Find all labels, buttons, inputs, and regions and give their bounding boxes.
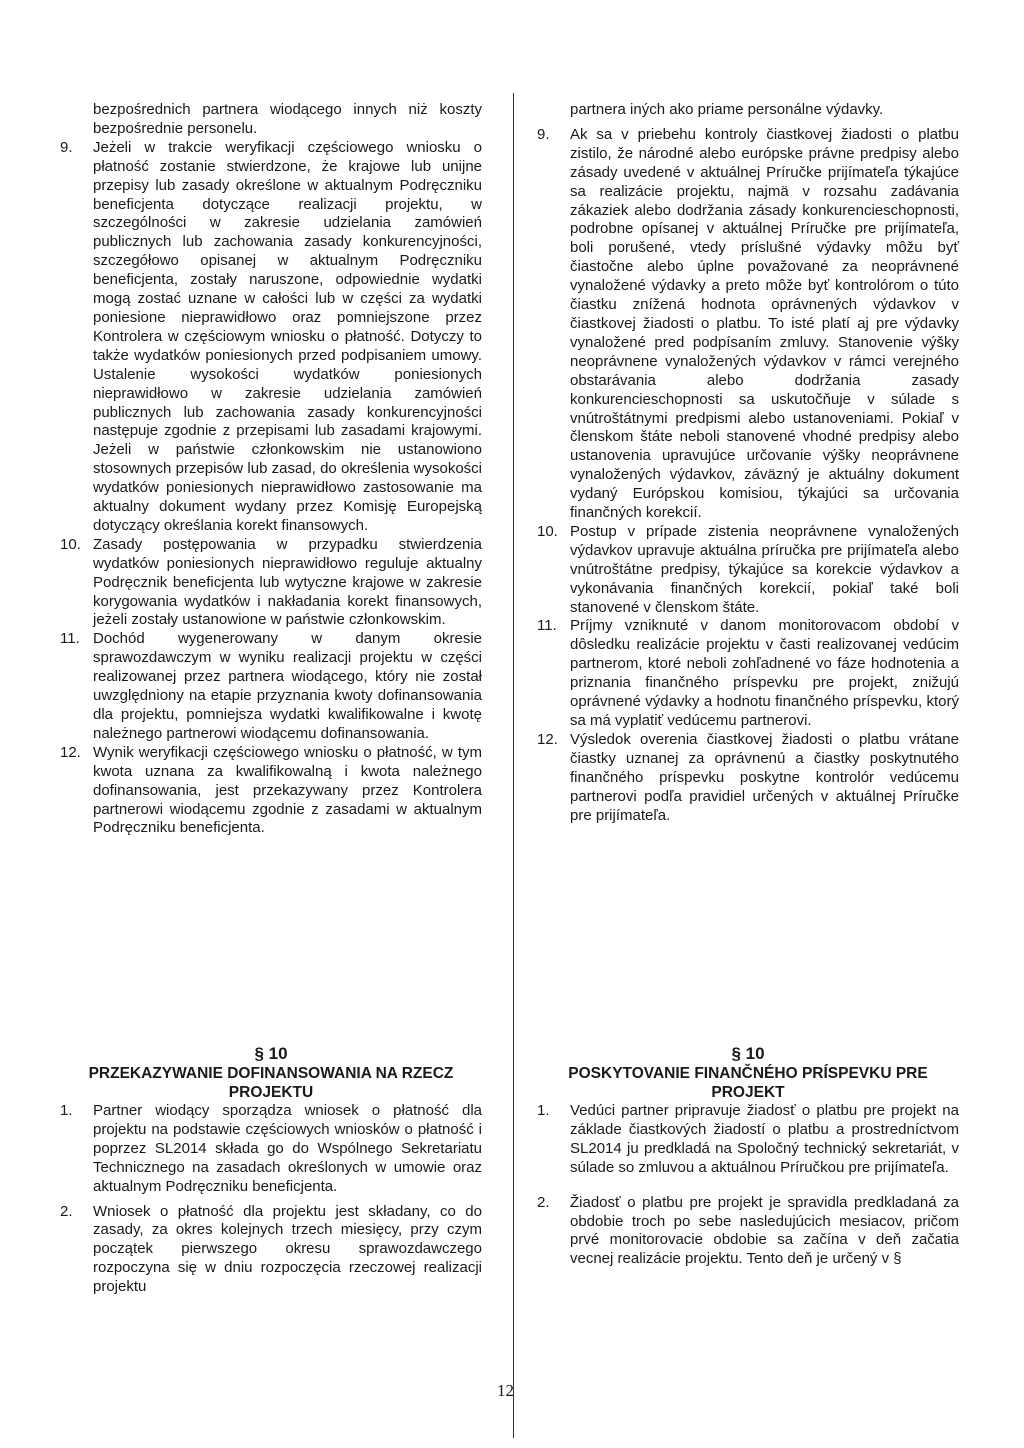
slovak-section-item-1 xyxy=(537,1102,959,1178)
section-symbol: § 10 xyxy=(731,1044,765,1063)
item-number: 12. xyxy=(60,743,81,761)
polish-intro-text: bezpośrednich partnera wiodącego innych niż koszty bezpośrednie personelu. xyxy=(93,101,482,137)
item-number: 11. xyxy=(60,630,80,648)
item-text: Postup v prípade zistenia neoprávnene vynaložených výdavkov upravuje aktuálna príručka pre prijímateľa alebo vnútroštátne predpisy, týkajúce sa korekcie výdavkov a vykonávania finančných korekcií, pokiaľ také boli stanovené v členskom štáte. xyxy=(570,522,959,616)
item-text: Výsledok overenia čiastkovej žiadosti o platbu vrátane čiastky uznanej za oprávnenú a čiastky poskytnutého finančného príspevku poskytne kontrolór vedúcemu partnerovi podľa pravidiel určených v aktuálnej Príručke pre prijímateľa. xyxy=(570,730,959,824)
item-number: 1. xyxy=(60,1102,73,1119)
column-divider xyxy=(513,93,514,1438)
polish-column-top xyxy=(60,101,482,838)
polish-section-10 xyxy=(60,1043,482,1297)
item-text: Vedúci partner pripravuje žiadosť o platbu pre projekt na základe čiastkových žiadostí o platbu a prostredníctvom SL2014 ju predkladá na Spoločný technický sekretariát, v súlade so zmluvou a aktuálnou Príručkou pre prijímateľa. xyxy=(570,1102,959,1176)
slovak-column-top xyxy=(537,101,959,825)
slovak-item-10 xyxy=(537,523,959,618)
section-title: PRZEKAZYWANIE DOFINANSOWANIA NA RZECZ PROJEKTU xyxy=(88,1065,454,1101)
item-number: 9. xyxy=(537,125,550,143)
item-text: Ak sa v priebehu kontroly čiastkovej žiadosti o platbu zistilo, že národné alebo európske právne predpisy alebo zásady uvedené v aktuálnej Príručke prijímateľa týkajúce sa realizácie projektu, najmä v rozsahu zadávania zákaziek alebo dodržania zásady konkurencieschopnosti, podrobne opísanej v aktuálnej Príručke pre prijímateľa, boli porušené, vtedy príslušné výdavky môžu byť čiastočne alebo úplne považované za neoprávnené vynaložené výdavky a preto môže byť kontrolórom o túto čiastku znížená hodnota oprávnených výdavkov v čiastkovej žiadosti o platbu. To isté platí aj pre výdavky vynaložené pred podpísaním zmluvy. Stanovenie výšky neoprávnene vynaložených výdavkov v rámci verejného obstarávania alebo dodržania zasady konkurencieschopnosti sa uskutočňuje v súlade s vnútroštátnymi predpismi alebo ustanoveniami. Pokiaľ v členskom štáte neboli stanovené vhodné predpisy alebo ustanovenia upravujúce určovanie výšky neoprávnene vynaložených výdavkov, záväzný je aktuálny dokument vydaný Európskou komisiou, týkajúci sa určovania finančných korekcií. xyxy=(570,125,959,522)
item-text: Partner wiodący sporządza wniosek o płatność dla projektu na podstawie częściowych wniosków o płatność i poprzez SL2014 składa go do Wspólnego Sekretariatu Technicznego na zasadach określonych w umowie oraz aktualnym Podręczniku beneficjenta. xyxy=(93,1102,482,1195)
section-symbol: § 10 xyxy=(254,1044,288,1063)
section-title: POSKYTOVANIE FINANČNÉHO PRÍSPEVKU PRE PROJEKT xyxy=(568,1065,928,1101)
slovak-item-12 xyxy=(537,731,959,826)
polish-section-item-2 xyxy=(60,1203,482,1298)
slovak-section-heading xyxy=(537,1043,959,1102)
item-number: 10. xyxy=(537,522,558,540)
slovak-item-11 xyxy=(537,617,959,730)
slovak-item-9 xyxy=(537,126,959,523)
slovak-section-10 xyxy=(537,1043,959,1269)
polish-section-heading xyxy=(60,1043,482,1102)
item-text: Wniosek o płatność dla projektu jest składany, co do zasady, za okres kolejnych trzech miesięcy, przy czym początek pierwszego okresu sprawozdawczego rozpoczyna się w dniu rozpoczęcia rzeczowej realizacji projektu xyxy=(93,1202,482,1296)
item-number: 2. xyxy=(60,1202,73,1220)
item-text: Wynik weryfikacji częściowego wniosku o płatność, w tym kwota uznana za kwalifikowalną i kwota należnego dofinansowania, jest przekazywany przez Kontrolera partnerowi wiodącemu zgodnie z zasadami w aktualnym Podręczniku beneficjenta. xyxy=(93,743,482,837)
polish-item-10 xyxy=(60,536,482,631)
polish-item-11 xyxy=(60,630,482,743)
page-number: 12 xyxy=(497,1381,514,1400)
item-number: 2. xyxy=(537,1193,550,1211)
item-number: 11. xyxy=(537,617,557,635)
slovak-section-item-2 xyxy=(537,1194,959,1270)
item-number: 12. xyxy=(537,730,558,748)
item-text: Jeżeli w trakcie weryfikacji częściowego wniosku o płatność zostanie stwierdzone, że krajowe lub unijne przepisy lub zasady określone w aktualnym Podręczniku beneficjenta dotyczące realizacji projektu, w szczególności w zakresie udzielania zamówień publicznych lub zachowania zasady konkurencyjności, szczegółowo opisanej w aktualnym Podręczniku beneficjenta, zostały naruszone, odpowiednie wydatki mogą zostać uznane w całości lub w części za wydatki poniesione nieprawidłowo oraz pomniejszone przez Kontrolera w częściowym wniosku o płatność. Dotyczy to także wydatków poniesionych przed podpisaniem umowy. Ustalenie wysokości wydatków poniesionych nieprawidłowo w zakresie udzielania zamówień publicznych lub zachowania zasady konkurencyjności następuje zgodnie z przepisami lub zasadami krajowymi. Jeżeli w państwie członkowskim nie ustanowiono stosownych przepisów lub zasad, do określenia wysokości wydatków poniesionych nieprawidłowo zastosowanie ma aktualny dokument wydany przez Komisję Europejską dotyczący określania korekt finansowych. xyxy=(93,138,482,534)
item-number: 10. xyxy=(60,535,81,553)
slovak-intro-text: partnera iných ako priame personálne výdavky. xyxy=(570,101,884,118)
item-text: Príjmy vzniknuté v danom monitorovacom období v dôsledku realizácie projektu v časti realizovanej vedúcim partnerom, ktoré neboli zohľadnené vo fáze hodnotenia a priznania finančného príspevku pre projekt, znižujú oprávnené výdavky a hodnotu finančného príspevku, ktorý sa má vyplatiť vedúcemu partnerovi. xyxy=(570,617,959,729)
polish-item-9 xyxy=(60,139,482,536)
polish-section-item-1 xyxy=(60,1102,482,1197)
item-number: 1. xyxy=(537,1102,550,1119)
item-text: Žiadosť o platbu pre projekt je spravidla predkladaná za obdobie troch po sebe nasledujúcich mesiacov, pričom prvé monitorovacie obdobie sa začína v deň začatia vecnej realizácie projektu. Tento deň je určený v § xyxy=(570,1193,959,1268)
item-number: 9. xyxy=(60,138,73,156)
polish-item-12 xyxy=(60,744,482,839)
item-text: Zasady postępowania w przypadku stwierdzenia wydatków poniesionych nieprawidłowo reguluje aktualny Podręcznik beneficjenta lub wytyczne krajowe w zakresie korygowania wydatków i nakładania korekt finansowych, jeżeli zostały ustanowione w państwie członkowskim. xyxy=(93,535,482,629)
item-text: Dochód wygenerowany w danym okresie sprawozdawczym w wyniku realizacji projektu w części realizowanej przez partnera wiodącego, który nie został uwzględniony na etapie przyznania kwoty dofinansowania dla projektu, pomniejsza wydatki kwalifikowalne i kwotę należnego partnerowi wiodącemu dofinansowania. xyxy=(93,630,482,742)
